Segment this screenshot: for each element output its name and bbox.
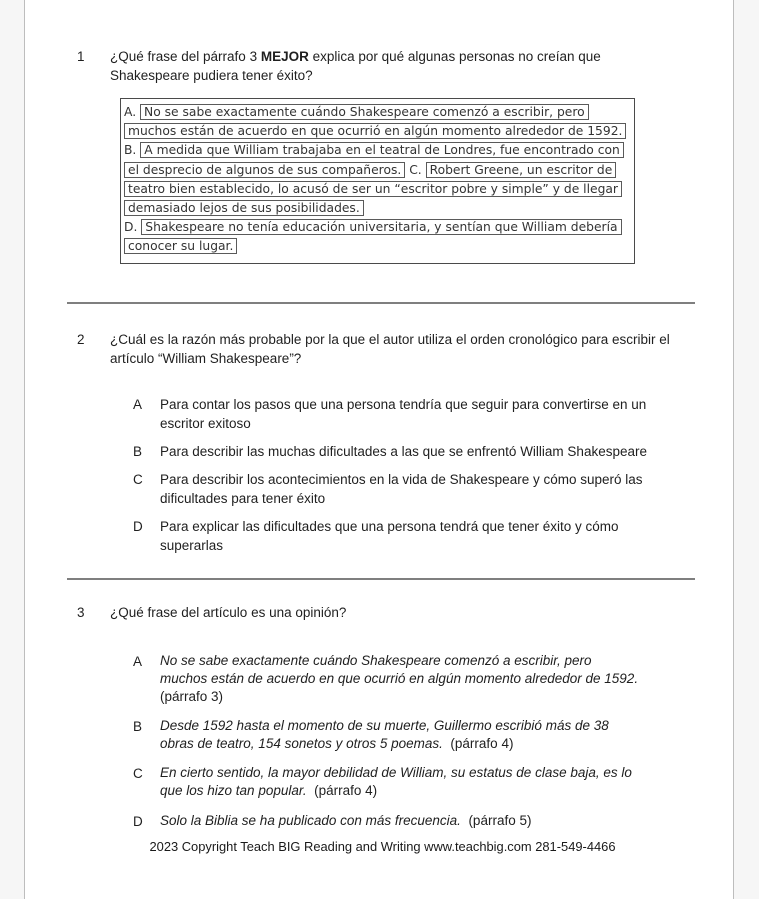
option-letter: A [133,653,143,669]
answer-option [133,717,693,753]
option-letter: C [133,471,143,487]
copyright-footer: 2023 Copyright Teach BIG Reading and Writing www.teachbig.com 281-549-4466 [149,838,616,854]
option-letter: C [133,765,143,781]
worksheet-content [25,0,733,854]
answer-option [133,652,693,706]
option-letter: B [133,718,143,734]
question-number: 3 [77,604,85,620]
option-letter: B [133,443,143,459]
choice-letter-label: C. [405,162,426,177]
choice-letter-label: D. [124,220,142,235]
option-text-part: Para explicar las dificultades que una persona tendrá que tener éxito y cómo superarlas [160,518,623,553]
answer-option [133,470,693,508]
option-text-part: Para describir los acontecimientos en la vida de Shakespeare y cómo superó las dificultades para tener éxito [160,471,647,506]
question-row [72,603,693,622]
option-text [160,470,665,508]
option-text [160,517,665,555]
boxed-sentence: No se sabe exactamente cuándo Shakespeare comenzó a escribir, pero muchos están de acuerdo en que ocurrió en algún momento alrededor de 1592. [124,104,626,139]
question-block [72,603,693,831]
option-text [160,812,531,831]
option-text-part: (párrafo 4) [442,735,514,751]
question-prompt [110,330,674,368]
options-list [72,395,693,555]
questions-container [72,47,693,831]
question-prompt [110,603,346,622]
boxed-sentence: Shakespeare no tenía educación universitaria, y sentían que William debería conocer su lugar. [124,219,622,254]
answer-option [133,442,693,461]
option-text [160,395,665,433]
answer-option [133,395,693,433]
option-text [160,652,646,706]
option-text-part: Para contar los pasos que una persona tendría que seguir para convertirse en un escritor exitoso [160,396,651,431]
option-text [160,764,640,800]
option-text-part: Desde 1592 hasta el momento de su muerte, Guillermo escribió más de 38 obras de teatro, 154 sonetos y otros 5 poemas. [160,717,613,751]
question-row [72,47,693,85]
prompt-text-part: MEJOR [260,49,309,64]
question-block [72,330,693,555]
answer-excerpt-box [120,98,635,264]
answer-option [133,764,693,800]
boxed-sentence: A medida que William trabajaba en el teatral de Londres, fue encontrado con el desprecio de algunos de sus compañeros. [124,142,624,177]
choice-letter-label: A. [124,105,141,119]
option-text-part: (párrafo 3) [160,670,646,704]
option-text [160,442,647,461]
option-text-part: (párrafo 4) [306,782,378,798]
answer-option [133,812,693,831]
option-letter: D [133,518,143,534]
question-number: 2 [77,331,85,347]
prompt-text-part: ¿Qué frase del artículo es una opinión? [110,604,347,620]
question-number: 1 [77,49,85,64]
option-text-part: (párrafo 5) [460,812,532,828]
option-letter: D [133,813,143,829]
option-text-part: Para describir las muchas dificultades a las que se enfrentó William Shakespeare [160,443,647,459]
prompt-text-part: explica por qué algunas personas no creían que Shakespeare pudiera tener éxito? [110,49,605,83]
section-divider [67,578,695,580]
choice-letter-label: B. [124,143,141,158]
section-divider [67,302,695,304]
prompt-text-part: ¿Cuál es la razón más probable por la que el autor utiliza el orden cronológico para escribir el artículo “William Shakespeare”? [110,331,674,366]
options-list [72,652,693,831]
option-text [160,717,640,753]
boxed-sentence: Robert Greene, un escritor de teatro bien establecido, lo acusó de ser un “escritor pobre y simple” y de llegar demasiado lejos de sus posibilidades. [124,162,622,216]
question-prompt [110,47,670,85]
option-text-part: En cierto sentido, la mayor debilidad de William, su estatus de clase baja, es lo que los hizo tan popular. [160,764,636,798]
option-text-part: No se sabe exactamente cuándo Shakespeare comenzó a escribir, pero muchos están de acuerdo en que ocurrió en algún momento alrededor de 1592. [160,652,639,686]
option-letter: A [133,396,143,412]
option-text-part: Solo la Biblia se ha publicado con más frecuencia. [160,812,461,828]
question-block [72,47,693,264]
question-row [72,330,693,368]
answer-option [133,517,693,555]
document-page [24,0,734,899]
prompt-text-part: ¿Qué frase del párrafo 3 [110,49,261,64]
